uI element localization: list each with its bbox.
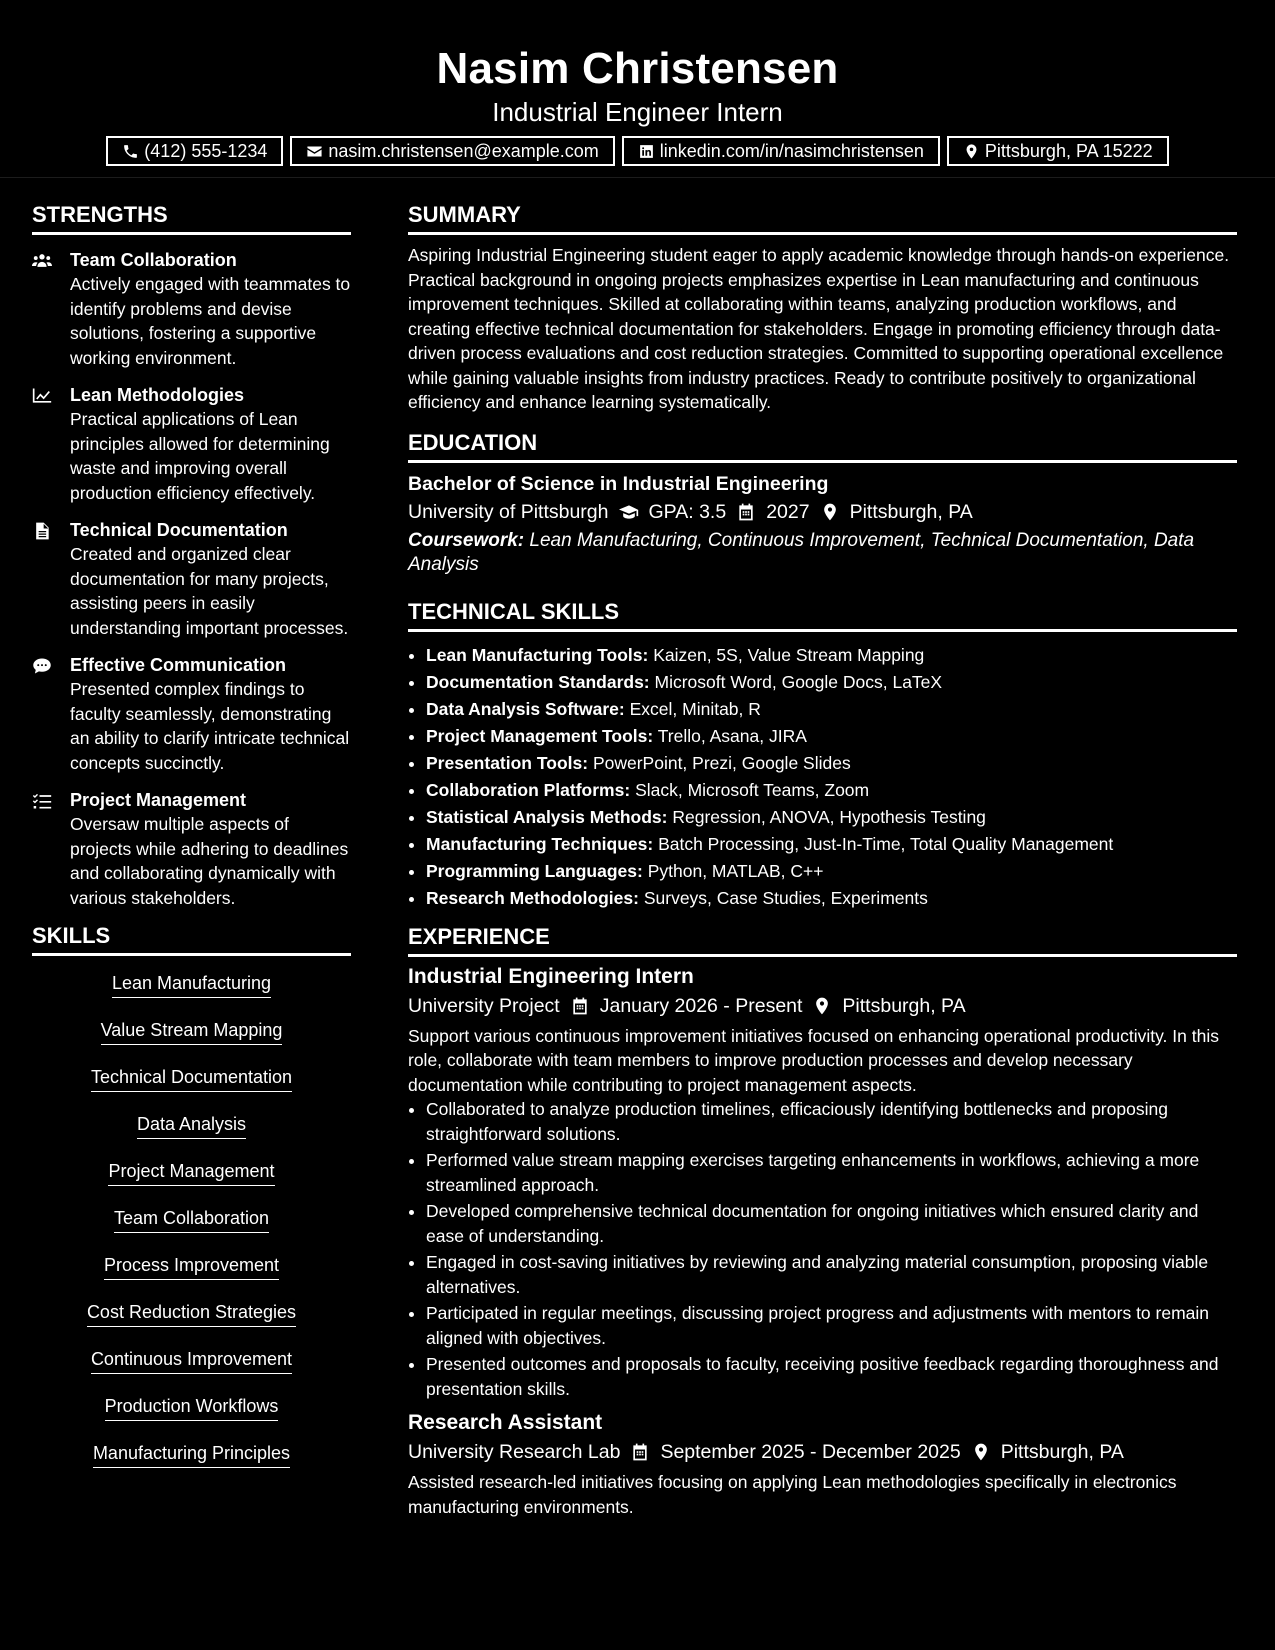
skill-item (32, 1300, 351, 1327)
skill-item (32, 971, 351, 998)
education-year: 2027 (766, 500, 810, 523)
map-marker-icon (963, 143, 980, 160)
job-location: Pittsburgh, PA (842, 994, 966, 1017)
skill-label: Production Workflows (105, 1394, 279, 1421)
map-marker-icon (820, 502, 840, 522)
contact-bar (0, 136, 1275, 166)
tech-skill-label: Lean Manufacturing Tools: (426, 644, 649, 665)
chart-line-icon (32, 387, 52, 405)
skill-label: Team Collaboration (114, 1206, 269, 1233)
summary-text: Aspiring Industrial Engineering student eager to apply academic knowledge through hands-on experience. Practical background in ongoing projects emphasizes expertise in Lean manufacturing and continuous improvement techniques. Skilled at collaborating within teams, analyzing production workflows, and creating effective technical documentation for stakeholders. Engage in promoting efficiency through data-driven process evaluations and cost reduction strategies. Committed to supporting operational excellence while gaining valuable insights from industry practices. Ready to contribute positively to organizational efficiency and enhance learning systematically. (408, 245, 1230, 412)
tech-skill-value: Excel, Minitab, R (629, 698, 761, 719)
tech-skill-label: Collaboration Platforms: (426, 779, 631, 800)
coursework-label: Coursework: (408, 529, 525, 551)
skill-item (32, 1065, 351, 1092)
envelope-icon (306, 143, 323, 160)
skill-item (32, 1018, 351, 1045)
job-org: University Research Lab (408, 1441, 621, 1463)
job-meta (408, 991, 1237, 1021)
contact-location[interactable] (947, 136, 1169, 166)
strength-desc: Actively engaged with teammates to identify problems and devise solutions, fostering a supportive working environment. (70, 274, 351, 368)
contact-email-text: nasim.christensen@example.com (328, 140, 599, 161)
tech-skill-value: Trello, Asana, JIRA (657, 725, 807, 746)
skill-item (32, 1112, 351, 1139)
tech-skill-value: Slack, Microsoft Teams, Zoom (635, 779, 870, 800)
skill-label: Continuous Improvement (91, 1347, 292, 1374)
tech-skill-label: Data Analysis Software: (426, 698, 625, 719)
strength-title: Team Collaboration (70, 250, 237, 270)
tech-skill-label: Statistical Analysis Methods: (426, 806, 668, 827)
tech-skill-item (426, 750, 1237, 777)
contact-linkedin[interactable] (622, 136, 940, 166)
tech-skill-item (426, 885, 1237, 912)
skill-label: Manufacturing Principles (93, 1441, 290, 1468)
job-bullet: • Performed value stream mapping exercises targeting enhancements in workflows, achieving a more streamlined approach. (426, 1148, 1237, 1197)
strength-desc: Created and organized clear documentation for many projects, assisting peers in easily understanding important processes. (70, 544, 349, 638)
map-marker-icon (971, 1442, 991, 1462)
skill-item (32, 1253, 351, 1280)
tech-skill-item (426, 669, 1237, 696)
job-entry (408, 963, 1237, 1402)
contact-phone-text: (412) 555-1234 (144, 140, 268, 161)
strength-item (32, 248, 351, 370)
coursework-list: Lean Manufacturing, Continuous Improvement, Technical Documentation, Data Analysis (408, 529, 1195, 575)
candidate-name: Nasim Christensen (436, 44, 839, 93)
strength-title: Effective Communication (70, 655, 287, 675)
strength-title: Technical Documentation (70, 520, 288, 540)
job-bullet: • Developed comprehensive technical documentation for ongoing initiatives which ensured clarity and ease of understanding. (426, 1199, 1237, 1248)
skill-item (32, 1441, 351, 1468)
contact-linkedin-text: linkedin.com/in/nasimchristensen (659, 140, 924, 161)
strength-item (32, 788, 351, 910)
education-location: Pittsburgh, PA (849, 500, 973, 523)
tech-skill-label: Presentation Tools: (426, 752, 589, 773)
chat-icon (32, 657, 52, 675)
resume-header (0, 0, 1275, 178)
tech-skill-item (426, 696, 1237, 723)
education-meta (408, 497, 1237, 527)
job-entry (408, 1409, 1237, 1519)
linkedin-icon (638, 143, 655, 160)
tech-skill-value: Regression, ANOVA, Hypothesis Testing (672, 806, 986, 827)
skill-label: Project Management (108, 1159, 274, 1186)
right-column (408, 178, 1237, 1519)
skill-label: Cost Reduction Strategies (87, 1300, 296, 1327)
job-org: University Project (408, 994, 560, 1017)
contact-phone[interactable] (106, 136, 283, 166)
education-degree: Bachelor of Science in Industrial Engineering (408, 472, 829, 495)
strength-title: Project Management (70, 790, 247, 810)
job-title: Industrial Engineering Intern (408, 964, 694, 988)
education-school: University of Pittsburgh (408, 500, 609, 523)
tech-skill-label: Programming Languages: (426, 860, 643, 881)
skill-label: Technical Documentation (91, 1065, 292, 1092)
resume-body (0, 178, 1275, 1519)
calendar-icon (736, 502, 756, 522)
tech-skill-label: Documentation Standards: (426, 671, 650, 692)
technical-skills-list (408, 642, 1237, 912)
job-meta (408, 1437, 1237, 1467)
strengths-list (32, 248, 351, 910)
skill-label: Lean Manufacturing (112, 971, 271, 998)
tech-skill-value: PowerPoint, Prezi, Google Slides (592, 752, 851, 773)
strength-desc: Presented complex findings to faculty seamlessly, demonstrating an ability to clarify intricate technical concepts succinctly. (70, 679, 350, 773)
skill-item (32, 1206, 351, 1233)
tech-skill-value: Kaizen, 5S, Value Stream Mapping (653, 644, 925, 665)
graduation-cap-icon (619, 502, 639, 522)
job-location: Pittsburgh, PA (1000, 1441, 1124, 1463)
skill-label: Process Improvement (104, 1253, 279, 1280)
tech-skill-label: Project Management Tools: (426, 725, 654, 746)
job-description: Support various continuous improvement initiatives focused on enhancing operational productivity. In this role, collaborate with team members to improve production processes and develop necessary documentation while contributing to project management aspects. (408, 1025, 1219, 1095)
skill-item (32, 1347, 351, 1374)
tech-skill-item (426, 804, 1237, 831)
tech-skill-value: Microsoft Word, Google Docs, LaTeX (654, 671, 943, 692)
skill-item (32, 1394, 351, 1421)
tech-skill-item (426, 858, 1237, 885)
education-coursework (408, 529, 1237, 577)
job-bullet: • Participated in regular meetings, discussing project progress and adjustments with mentors to remain aligned with objectives. (426, 1301, 1237, 1350)
tasks-icon (32, 792, 52, 810)
tech-skill-item (426, 831, 1237, 858)
job-title: Research Assistant (408, 1411, 603, 1434)
job-bullet: • Engaged in cost-saving initiatives by reviewing and analyzing material consumption, proposing viable alternatives. (426, 1250, 1237, 1299)
tech-skill-item (426, 723, 1237, 750)
job-bullet: • Presented outcomes and proposals to faculty, receiving positive feedback regarding thoroughness and presentation skills. (426, 1352, 1237, 1401)
tech-skill-value: Batch Processing, Just-In-Time, Total Quality Management (658, 833, 1114, 854)
strength-desc: Oversaw multiple aspects of projects while adhering to deadlines and collaborating dynamically with various stakeholders. (70, 814, 349, 908)
job-bullets (408, 1097, 1237, 1401)
education-gpa: GPA: 3.5 (648, 500, 727, 523)
skills-heading: SKILLS (32, 923, 351, 956)
phone-icon (122, 143, 139, 160)
job-dates: September 2025 - December 2025 (660, 1441, 961, 1463)
job-bullet: • Collaborated to analyze production timelines, efficaciously identifying bottlenecks and proposing straightforward solutions. (426, 1097, 1237, 1146)
contact-email[interactable] (290, 136, 614, 166)
skill-label: Data Analysis (137, 1112, 246, 1139)
tech-skill-value: Surveys, Case Studies, Experiments (643, 887, 928, 908)
calendar-icon (630, 1442, 650, 1462)
skill-label: Value Stream Mapping (101, 1018, 283, 1045)
strength-title: Lean Methodologies (70, 385, 245, 405)
contact-location-text: Pittsburgh, PA 15222 (984, 140, 1153, 161)
job-dates: January 2026 - Present (599, 994, 803, 1017)
summary-heading: SUMMARY (408, 202, 1237, 235)
candidate-title: Industrial Engineer Intern (492, 97, 783, 127)
tech-skill-item (426, 642, 1237, 669)
map-marker-icon (812, 996, 832, 1016)
experience-heading: EXPERIENCE (408, 924, 1237, 957)
calendar-icon (570, 996, 590, 1016)
skills-list (32, 971, 351, 1468)
job-description: Assisted research-led initiatives focusing on applying Lean methodologies specifically in electronics manufacturing environments. (408, 1472, 1177, 1517)
tech-skill-value: Python, MATLAB, C++ (647, 860, 824, 881)
left-column (32, 178, 351, 1519)
document-icon (32, 522, 52, 540)
strength-desc: Practical applications of Lean principles allowed for determining waste and improving overall production efficiency effectively. (70, 409, 330, 503)
strengths-heading: STRENGTHS (32, 202, 351, 235)
strength-item (32, 383, 351, 505)
users-icon (32, 252, 52, 270)
technical-skills-heading: TECHNICAL SKILLS (408, 599, 1237, 632)
tech-skill-label: Manufacturing Techniques: (426, 833, 654, 854)
tech-skill-label: Research Methodologies: (426, 887, 639, 908)
strength-item (32, 653, 351, 775)
tech-skill-item (426, 777, 1237, 804)
skill-item (32, 1159, 351, 1186)
strength-item (32, 518, 351, 640)
education-heading: EDUCATION (408, 430, 1237, 463)
